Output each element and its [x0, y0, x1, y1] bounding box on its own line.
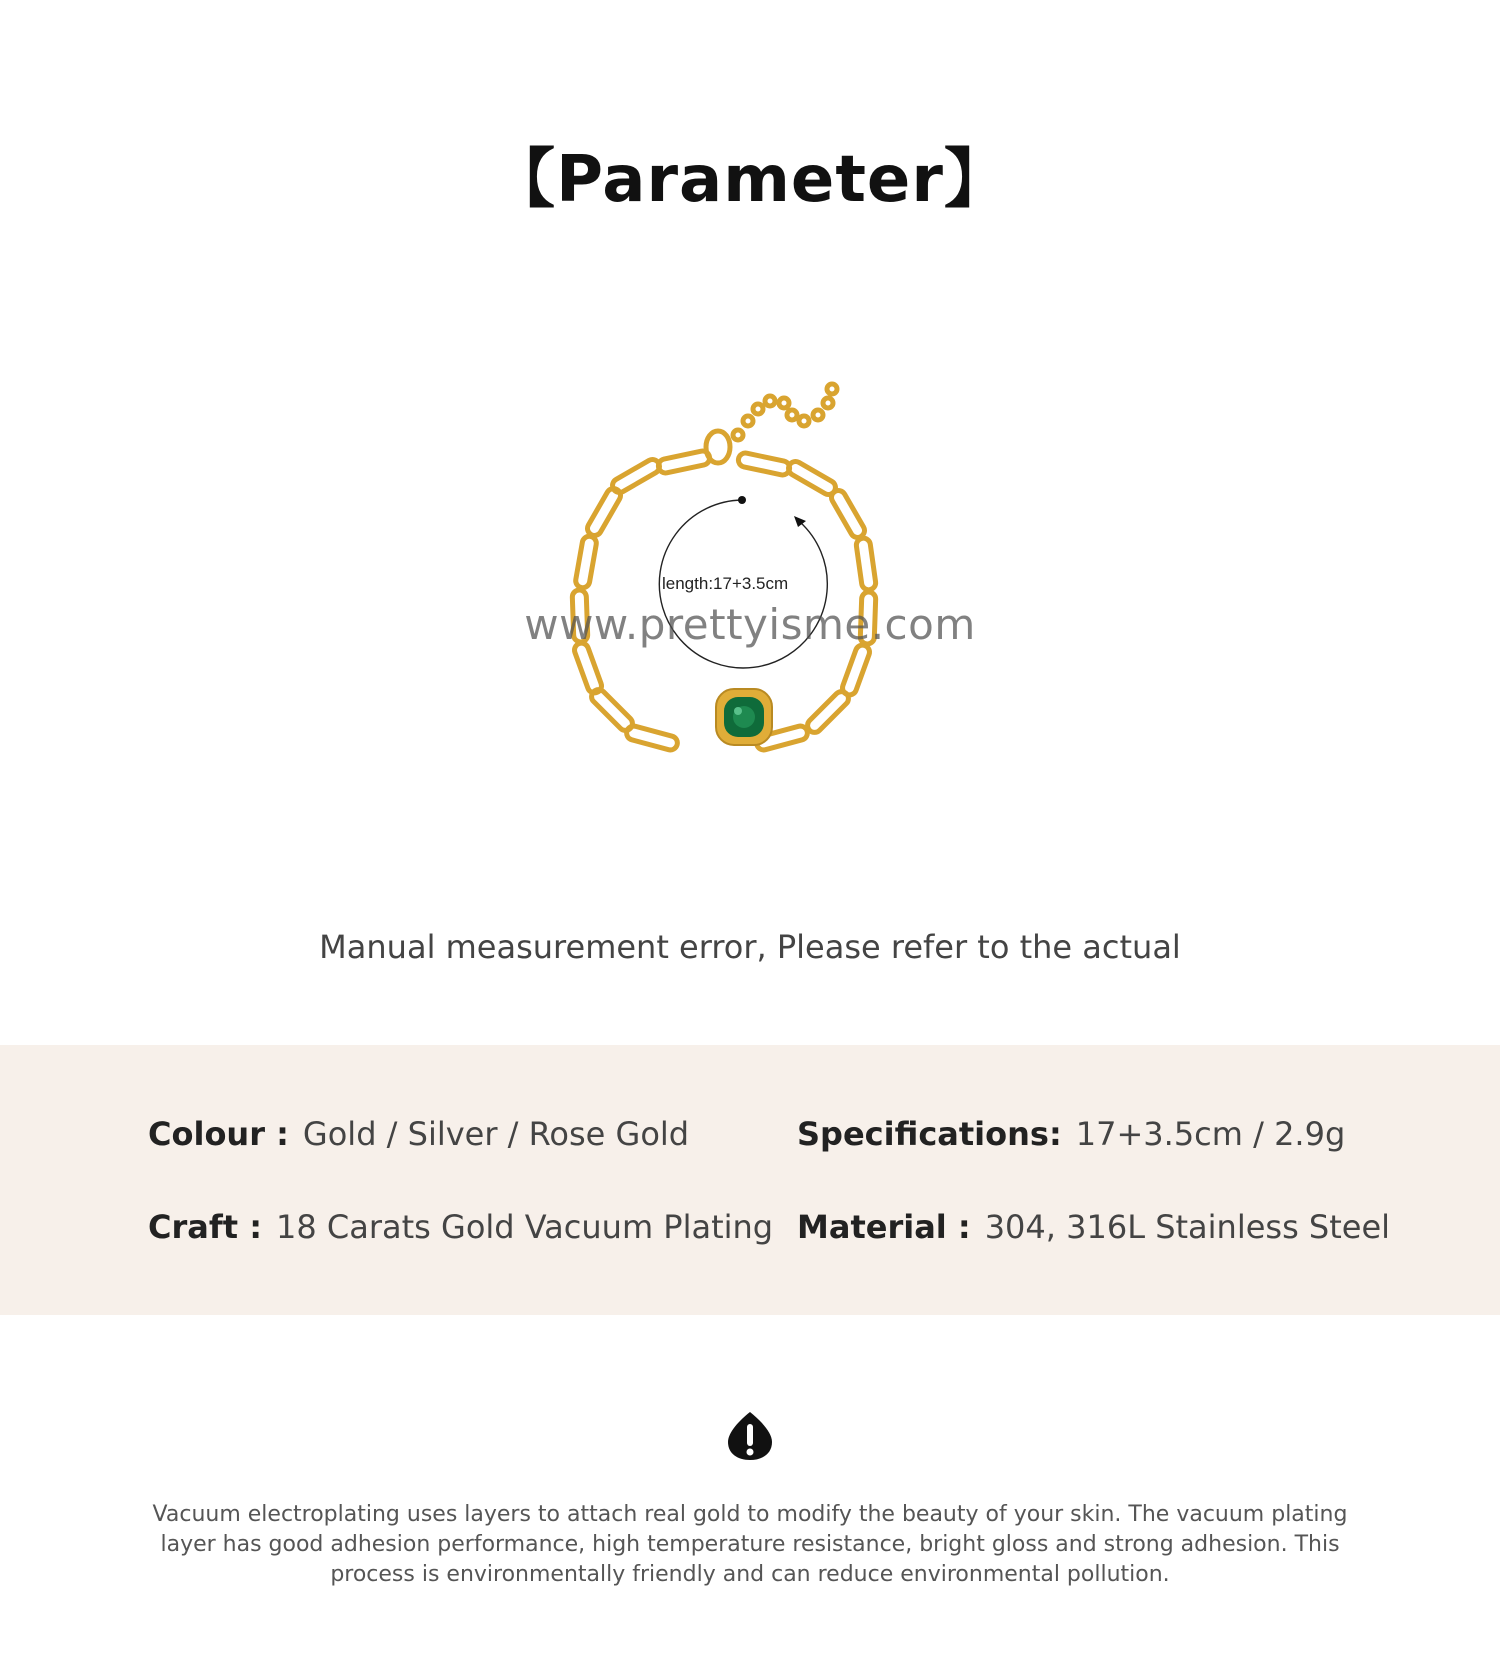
spec-craft — [148, 1208, 773, 1246]
spec-craft-label: Craft : — [148, 1208, 263, 1246]
spec-colour — [148, 1115, 689, 1153]
exclamation-drop-icon — [726, 1410, 774, 1462]
spec-specifications-value: 17+3.5cm / 2.9g — [1075, 1115, 1346, 1153]
spec-specifications-label: Specifications: — [797, 1115, 1062, 1153]
spec-craft-value: 18 Carats Gold Vacuum Plating — [276, 1208, 774, 1246]
length-label: length:17+3.5cm — [662, 574, 789, 593]
page-title: 【Parameter】 — [491, 143, 1009, 217]
spec-panel — [0, 1045, 1500, 1315]
watermark: www.prettyisme.com — [524, 600, 976, 649]
measurement-note: Manual measurement error, Please refer to the actual — [319, 928, 1181, 966]
footer-text: Vacuum electroplating uses layers to attach real gold to modify the beauty of your skin. The vacuum plating layer has good adhesion performance, high temperature resistance, bright gloss and strong adhesion. This process is environmentally friendly and can reduce environmental pollution. — [152, 1502, 1348, 1587]
spec-material-value: 304, 316L Stainless Steel — [984, 1208, 1391, 1246]
spec-specifications — [797, 1115, 1345, 1153]
spec-material-label: Material : — [797, 1208, 971, 1246]
spec-colour-value: Gold / Silver / Rose Gold — [302, 1115, 690, 1153]
spec-colour-label: Colour : — [148, 1115, 289, 1153]
spec-material — [797, 1208, 1390, 1246]
